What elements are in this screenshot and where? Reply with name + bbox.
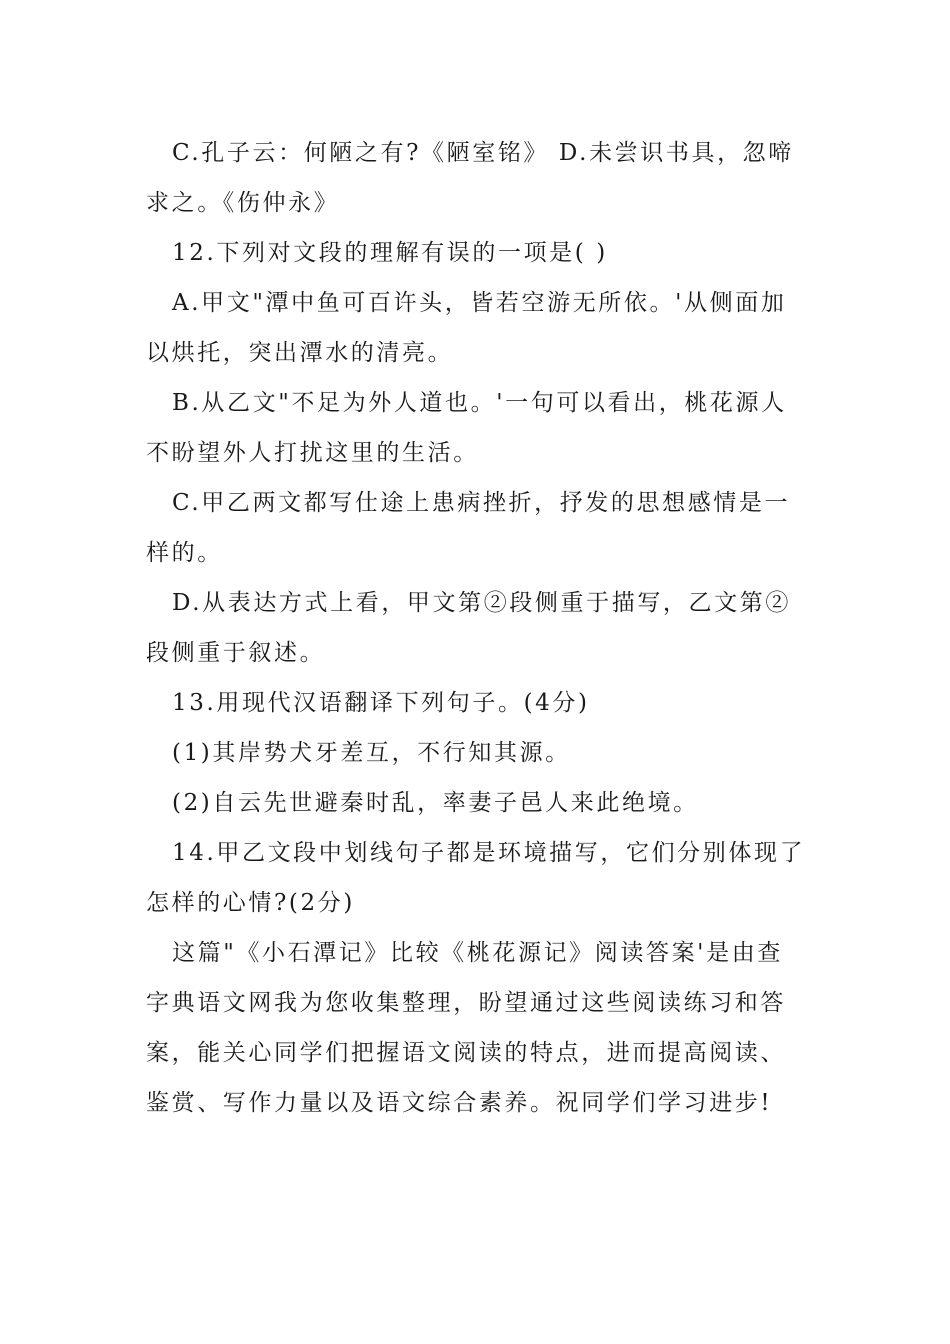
text-line: 段侧重于叙述。 xyxy=(146,640,326,666)
text-line: 案，能关心同学们把握语文阅读的特点，进而提高阅读、 xyxy=(146,1040,786,1066)
question-13: 13.用现代汉语翻译下列句子。(4分) xyxy=(172,690,590,716)
text-line: C.孔子云：何陋之有?《陋室铭》 D.未尝识书具，忽啼 xyxy=(172,140,794,166)
option-c: C.甲乙两文都写仕途上患病挫折，抒发的思想感情是一 xyxy=(172,490,791,516)
option-a: A.甲文"潭中鱼可百许头，皆若空游无所依。'从侧面加 xyxy=(172,290,787,316)
option-b: B.从乙文"不足为外人道也。'一句可以看出，桃花源人 xyxy=(172,390,787,416)
question-12: 12.下列对文段的理解有误的一项是( ) xyxy=(172,240,608,266)
sentence-1: (1)其岸势犬牙差互，不行知其源。 xyxy=(172,740,571,766)
text-line: 怎样的心情?(2分) xyxy=(146,890,355,916)
text-line: 求之。《伤仲永》 xyxy=(146,190,340,216)
text-line: 以烘托，突出潭水的清亮。 xyxy=(146,340,454,366)
document-body xyxy=(146,128,808,1128)
question-14: 14.甲乙文段中划线句子都是环境描写，它们分别体现了 xyxy=(172,840,806,866)
closing-paragraph: 这篇"《小石潭记》比较《桃花源记》阅读答案'是由查 xyxy=(172,940,783,966)
text-line: 字典语文网我为您收集整理，盼望通过这些阅读练习和答 xyxy=(146,990,786,1016)
sentence-2: (2)自云先世避秦时乱，率妻子邑人来此绝境。 xyxy=(172,790,699,816)
option-d: D.从表达方式上看，甲文第②段侧重于描写，乙文第② xyxy=(172,590,791,616)
text-line: 鉴赏、写作力量以及语文综合素养。祝同学们学习进步! xyxy=(146,1090,773,1116)
text-line: 不盼望外人打扰这里的生活。 xyxy=(146,440,479,466)
text-line: 样的。 xyxy=(146,540,223,566)
